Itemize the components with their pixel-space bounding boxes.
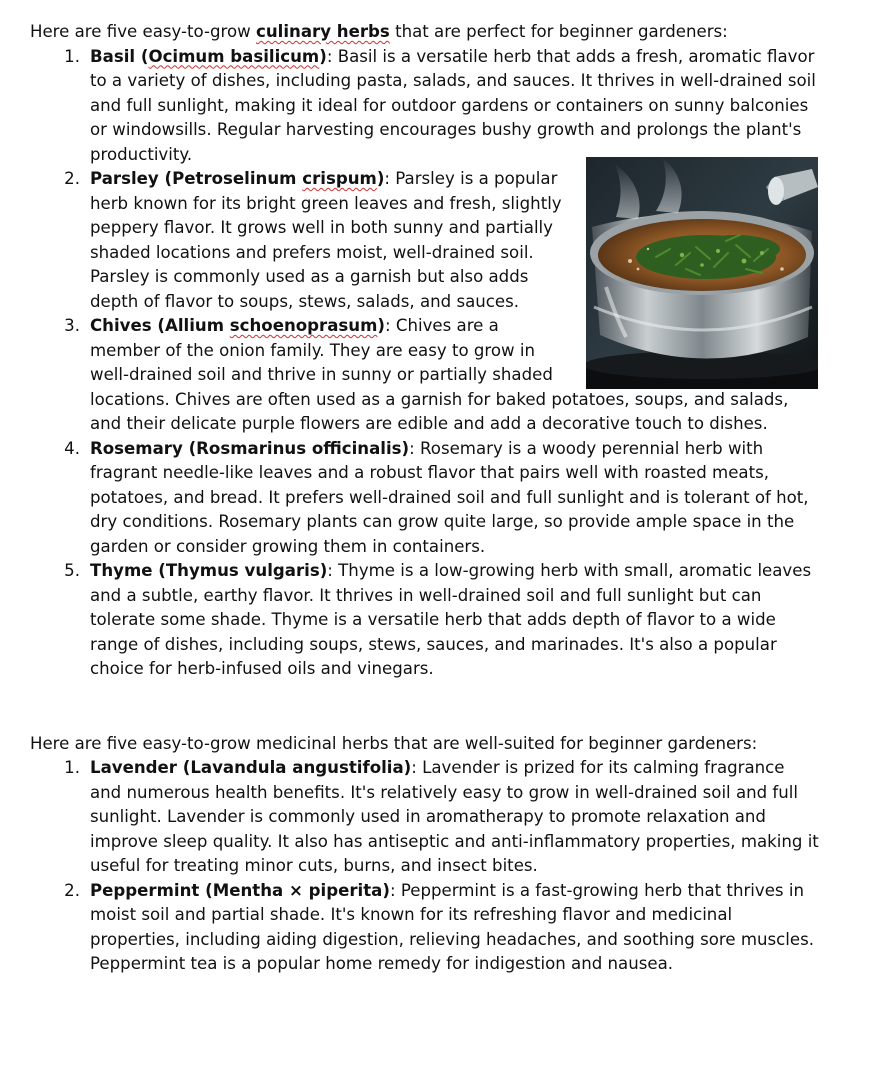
list-item — [90, 559, 820, 682]
medicinal-herb-list — [30, 756, 820, 977]
herb-name: Peppermint (Mentha × piperita) — [90, 880, 390, 900]
herb-name-part: ) — [319, 46, 327, 66]
culinary-herb-list — [30, 45, 820, 682]
culinary-intro-after: that are perfect for beginner gardeners: — [389, 22, 728, 41]
list-item — [90, 437, 820, 560]
herb-name-part: Chives (Allium — [90, 316, 230, 335]
herb-name: Lavender (Lavandula angustifolia) — [90, 758, 412, 777]
herb-description: : Thyme is a low-growing herb with small, aromatic leaves and a subtle, earthy flavor. It thrives in well-drained soil and full sunlight but can tolerate some shade. Thyme is a versatile herb that adds depth of flavor to a wide range of dishes, including soups, stews, sauces, and marinades. It's also a popular choice for herb-infused oils and vinegars. — [90, 561, 812, 678]
culinary-intro-before: Here are five easy-to-grow — [30, 22, 256, 41]
medicinal-intro: Here are five easy-to-grow medicinal herbs that are well-suited for beginner gardeners: — [30, 733, 758, 753]
herb-name-part: ) — [377, 316, 386, 335]
herb-latin-name: schoenoprasum — [229, 316, 378, 335]
herb-latin-name: Ocimum basilicum — [148, 46, 320, 66]
herb-latin-name: crispum — [302, 169, 377, 188]
list-item — [90, 167, 820, 314]
list-item — [90, 45, 820, 168]
herb-description: : Lavender is prized for its calming fragrance and numerous health benefits. It's relatively easy to grow in well-drained soil and full sunlight. Lavender is commonly used in aromatherapy to promote relaxation and improve sleep quality. It also has antiseptic and anti-inflammatory properties, making it useful for treating minor cuts, burns, and insect bites. — [90, 758, 819, 875]
herb-description: : Basil is a versatile herb that adds a fresh, aromatic flavor to a variety of dishes, including pasta, salads, and sauces. It thrives in well-drained soil and full sunlight, making it ideal for outdoor gardens or containers on sunny balconies or windowsills. Regular harvesting encourages bushy growth and prolongs the plant's productivity. — [90, 46, 816, 164]
culinary-intro — [30, 20, 820, 45]
herb-name — [90, 316, 385, 335]
document-page — [30, 20, 820, 977]
herb-name-part: Parsley (Petroselinum — [90, 169, 303, 188]
list-item — [90, 314, 820, 437]
list-item — [90, 756, 820, 879]
herb-description: : Peppermint is a fast-growing herb that thrives in moist soil and partial shade. It's known for its refreshing flavor and medicinal properties, including aiding digestion, relieving headaches, and soothing sore muscles. Peppermint tea is a popular home remedy for indigestion and nausea. — [90, 880, 815, 973]
herb-description: : Chives are a member of the onion family. They are easy to grow in well-drained soil and thrive in sunny or partially shaded locations. Chives are often used as a garnish for baked potatoes, soups, and salads, and their delicate purple flowers are edible and add a decorative touch to dishes. — [90, 316, 789, 433]
herb-description: : Rosemary is a woody perennial herb with fragrant needle-like leaves and a robust flavor that pairs well with roasted meats, potatoes, and bread. It prefers well-drained soil and full sunlight and is tolerant of hot, dry conditions. Rosemary plants can grow quite large, so provide ample space in the garden or consider growing them in containers. — [90, 438, 809, 556]
herb-name: Thyme (Thymus vulgaris) — [90, 561, 328, 580]
herb-name-part: Basil ( — [90, 46, 149, 66]
herb-name — [90, 47, 327, 66]
herb-name — [90, 169, 384, 188]
culinary-herbs-term: culinary herbs — [255, 22, 390, 41]
herb-name-part: ) — [376, 169, 385, 188]
herb-name: Rosemary (Rosmarinus officinalis) — [90, 438, 410, 458]
list-item — [90, 879, 820, 977]
herb-description: : Parsley is a popular herb known for its bright green leaves and fresh, slightly peppery flavor. It grows well in both sunny and partially shaded locations and prefers moist, well-drained soil. Parsley is commonly used as a garnish but also adds depth of flavor to soups, stews, salads, and sauces. — [90, 169, 562, 311]
section-spacer — [30, 682, 820, 732]
